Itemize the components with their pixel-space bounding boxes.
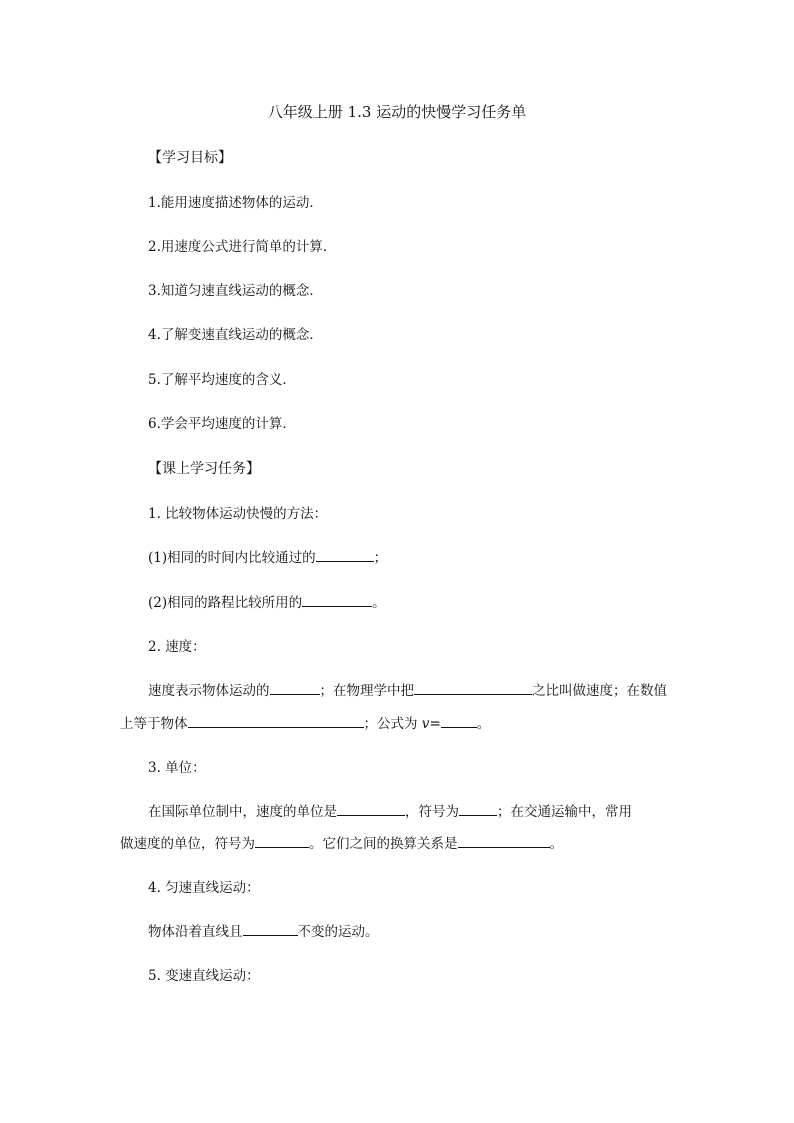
task3-line-1 (148, 802, 632, 822)
task3-text-3: ；在交通运输中，常用 (497, 804, 632, 820)
fill-blank[interactable] (414, 681, 532, 695)
task2-heading: 2. 速度： (148, 639, 206, 655)
task4-line-1 (148, 922, 379, 942)
fill-blank[interactable] (270, 681, 320, 695)
task3-heading: 3. 单位： (148, 760, 206, 776)
fill-blank[interactable] (458, 834, 550, 848)
task3-text-2: ，符号为 (405, 804, 459, 820)
goal-item-3: 3.知道匀速直线运动的概念． (148, 283, 323, 299)
task2-text-1: 速度表示物体运动的 (148, 683, 270, 699)
document-title: 八年级上册 1.3 运动的快慢学习任务单 (267, 103, 527, 121)
goal-item-4: 4.了解变速直线运动的概念． (148, 327, 323, 343)
task1-item-b (148, 593, 386, 613)
task2-text-5: ；公式为 (363, 716, 422, 732)
task3-text-6: 。 (549, 836, 563, 852)
task2-line-2 (120, 714, 490, 734)
task1-item-b-end: 。 (372, 595, 386, 611)
task3-text-5: 。它们之间的换算关系是 (309, 836, 458, 852)
task1-item-a-text: (1)相同的时间内比较通过的 (148, 550, 316, 566)
goal-item-1: 1.能用速度描述物体的运动． (148, 195, 323, 211)
task4-text-1: 物体沿着直线且 (148, 924, 243, 940)
goal-item-2: 2.用速度公式进行简单的计算． (148, 239, 337, 255)
task5-heading: 5. 变速直线运动： (148, 968, 260, 984)
goal-item-6: 6.学会平均速度的计算． (148, 416, 296, 432)
fill-blank[interactable] (243, 922, 298, 936)
section-heading-learning-goals: 【学习目标】 (148, 150, 232, 166)
goal-item-5: 5.了解平均速度的含义． (148, 372, 296, 388)
fill-blank[interactable] (316, 548, 374, 562)
formula-symbol-v: v (421, 716, 430, 732)
fill-blank[interactable] (459, 802, 497, 816)
task3-line-2 (120, 834, 563, 854)
fill-blank[interactable] (255, 834, 309, 848)
task1-item-a (148, 548, 387, 568)
task2-text-3: 之比叫做速度；在数值 (532, 683, 667, 699)
task3-text-1: 在国际单位制中，速度的单位是 (148, 804, 337, 820)
task1-item-b-text: (2)相同的路程比较所用的 (148, 595, 303, 611)
task2-line-1 (148, 681, 667, 701)
fill-blank[interactable] (337, 802, 405, 816)
fill-blank[interactable] (302, 593, 372, 607)
task2-text-4: 上等于物体 (120, 716, 188, 732)
section-heading-class-tasks: 【课上学习任务】 (148, 461, 260, 477)
task2-text-6: 。 (476, 716, 491, 732)
task2-text-2: ；在物理学中把 (319, 683, 414, 699)
fill-blank[interactable] (441, 714, 477, 728)
task3-text-4: 做速度的单位，符号为 (120, 836, 255, 852)
formula-equals: = (429, 716, 441, 732)
task4-heading: 4. 匀速直线运动： (148, 880, 260, 896)
task1-item-a-end: ； (373, 550, 388, 566)
task1-heading: 1. 比较物体运动快慢的方法： (148, 506, 328, 522)
task4-text-2: 不变的运动。 (297, 924, 379, 940)
fill-blank[interactable] (188, 714, 364, 728)
